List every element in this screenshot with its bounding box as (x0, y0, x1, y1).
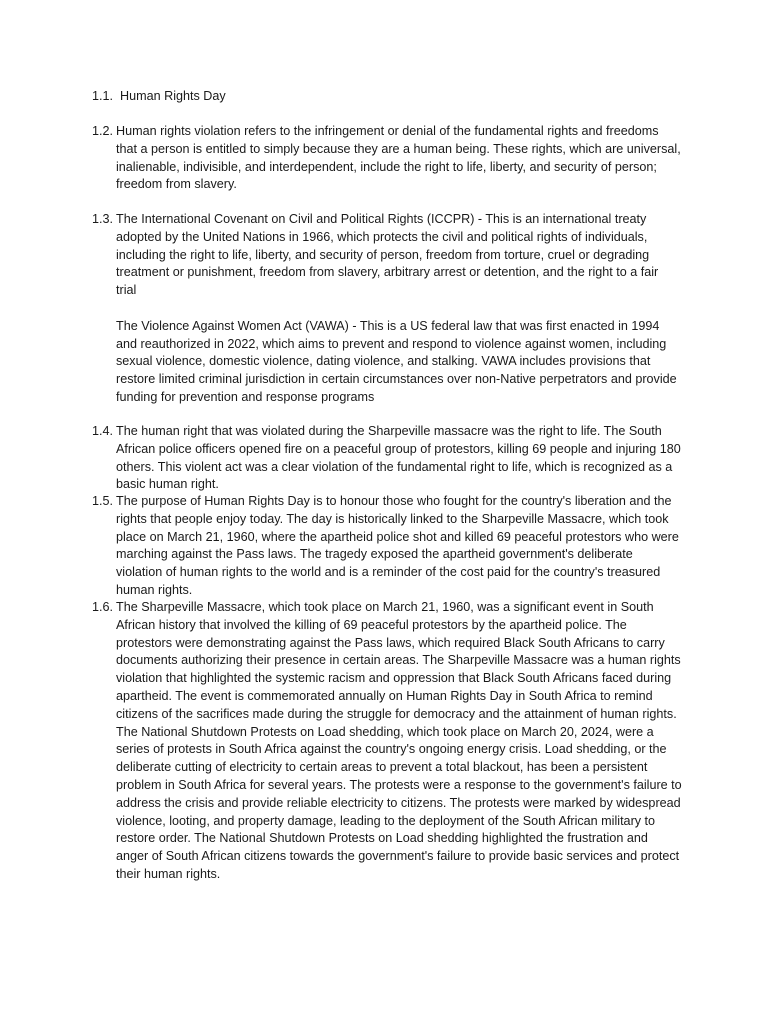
item-paragraph: The Violence Against Women Act (VAWA) - This is a US federal law that was first enacted in 1994 and reauthorized in 2022, which aims to prevent and respond to violence against women, including sexual violence, domestic violence, dating violence, and stalking. VAWA includes provisions that restore limited criminal jurisdiction in certain circumstances over non-Native perpetrators and provide funding for prevention and response programs (116, 318, 677, 404)
item-number: 1.1. (92, 89, 114, 103)
item-number: 1.5. (92, 494, 114, 508)
item-body (116, 599, 682, 884)
item-paragraph: Human rights violation refers to the infringement or denial of the fundamental rights and freedoms that a person is entitled to simply because they are a human being. These rights, which are universal, inalienable, indivisible, and interdependent, include the right to life, liberty, and security of person; freedom from slavery. (116, 124, 681, 192)
item-body (116, 123, 682, 194)
item-number: 1.2. (92, 124, 114, 138)
item-heading: Human Rights Day (120, 89, 226, 103)
item-number: 1.3. (92, 212, 114, 226)
item-body (116, 423, 682, 494)
item-number: 1.4. (92, 424, 114, 438)
item-paragraph: The International Covenant on Civil and Political Rights (ICCPR) - This is an international treaty adopted by the United Nations in 1966, which protects the civil and political rights of individuals, including the right to life, liberty, and security of person, freedom from torture, cruel or degrading treatment or punishment, freedom from slavery, arbitrary arrest or detention, and the right to a fair trial (116, 212, 659, 298)
item-paragraph: The purpose of Human Rights Day is to honour those who fought for the country's liberation and the rights that people enjoy today. The day is historically linked to the Sharpeville Massacre, which took place on March 21, 1960, where the apartheid police shot and killed 69 peaceful protestors who were marching against the Pass laws. The tragedy exposed the apartheid government's deliberate violation of human rights to the world and is a reminder of the cost paid for the country's treasured human rights. (116, 494, 679, 597)
item-number: 1.6. (92, 600, 114, 614)
item-paragraph: The Sharpeville Massacre, which took place on March 21, 1960, was a significant event in South African history that involved the killing of 69 peaceful protestors by the apartheid police. The protestors were demonstrating against the Pass laws, which required Black South Africans to carry documents authorizing their presence in certain areas. The Sharpeville Massacre was a human rights violation that highlighted the systemic racism and oppression that Black South Africans faced during apartheid. The event is commemorated annually on Human Rights Day in South Africa to remind citizens of the sacrifices made during the struggle for democracy and the attainment of human rights. (116, 600, 681, 721)
item-body (116, 211, 682, 407)
item-paragraph: The human right that was violated during the Sharpeville massacre was the right to life. The South African police officers opened fire on a peaceful group of protestors, killing 69 people and injuring 180 others. This violent act was a clear violation of the fundamental right to life, which is recognized as a basic human right. (116, 424, 681, 492)
item-paragraph: The National Shutdown Protests on Load shedding, which took place on March 20, 2024, were a series of protests in South Africa against the country's ongoing energy crisis. Load shedding, or the deliberate cutting of electricity to certain areas to prevent a total blackout, has been a persistent problem in South Africa for several years. The protests were a response to the government's failure to address the crisis and provide reliable electricity to citizens. The protests were marked by widespread violence, looting, and property damage, leading to the deployment of the South African military to restore order. The National Shutdown Protests on Load shedding highlighted the frustration and anger of South African citizens towards the government's failure to provide basic services and protect their human rights. (116, 724, 682, 881)
item-body (120, 88, 686, 106)
item-body (116, 493, 682, 600)
